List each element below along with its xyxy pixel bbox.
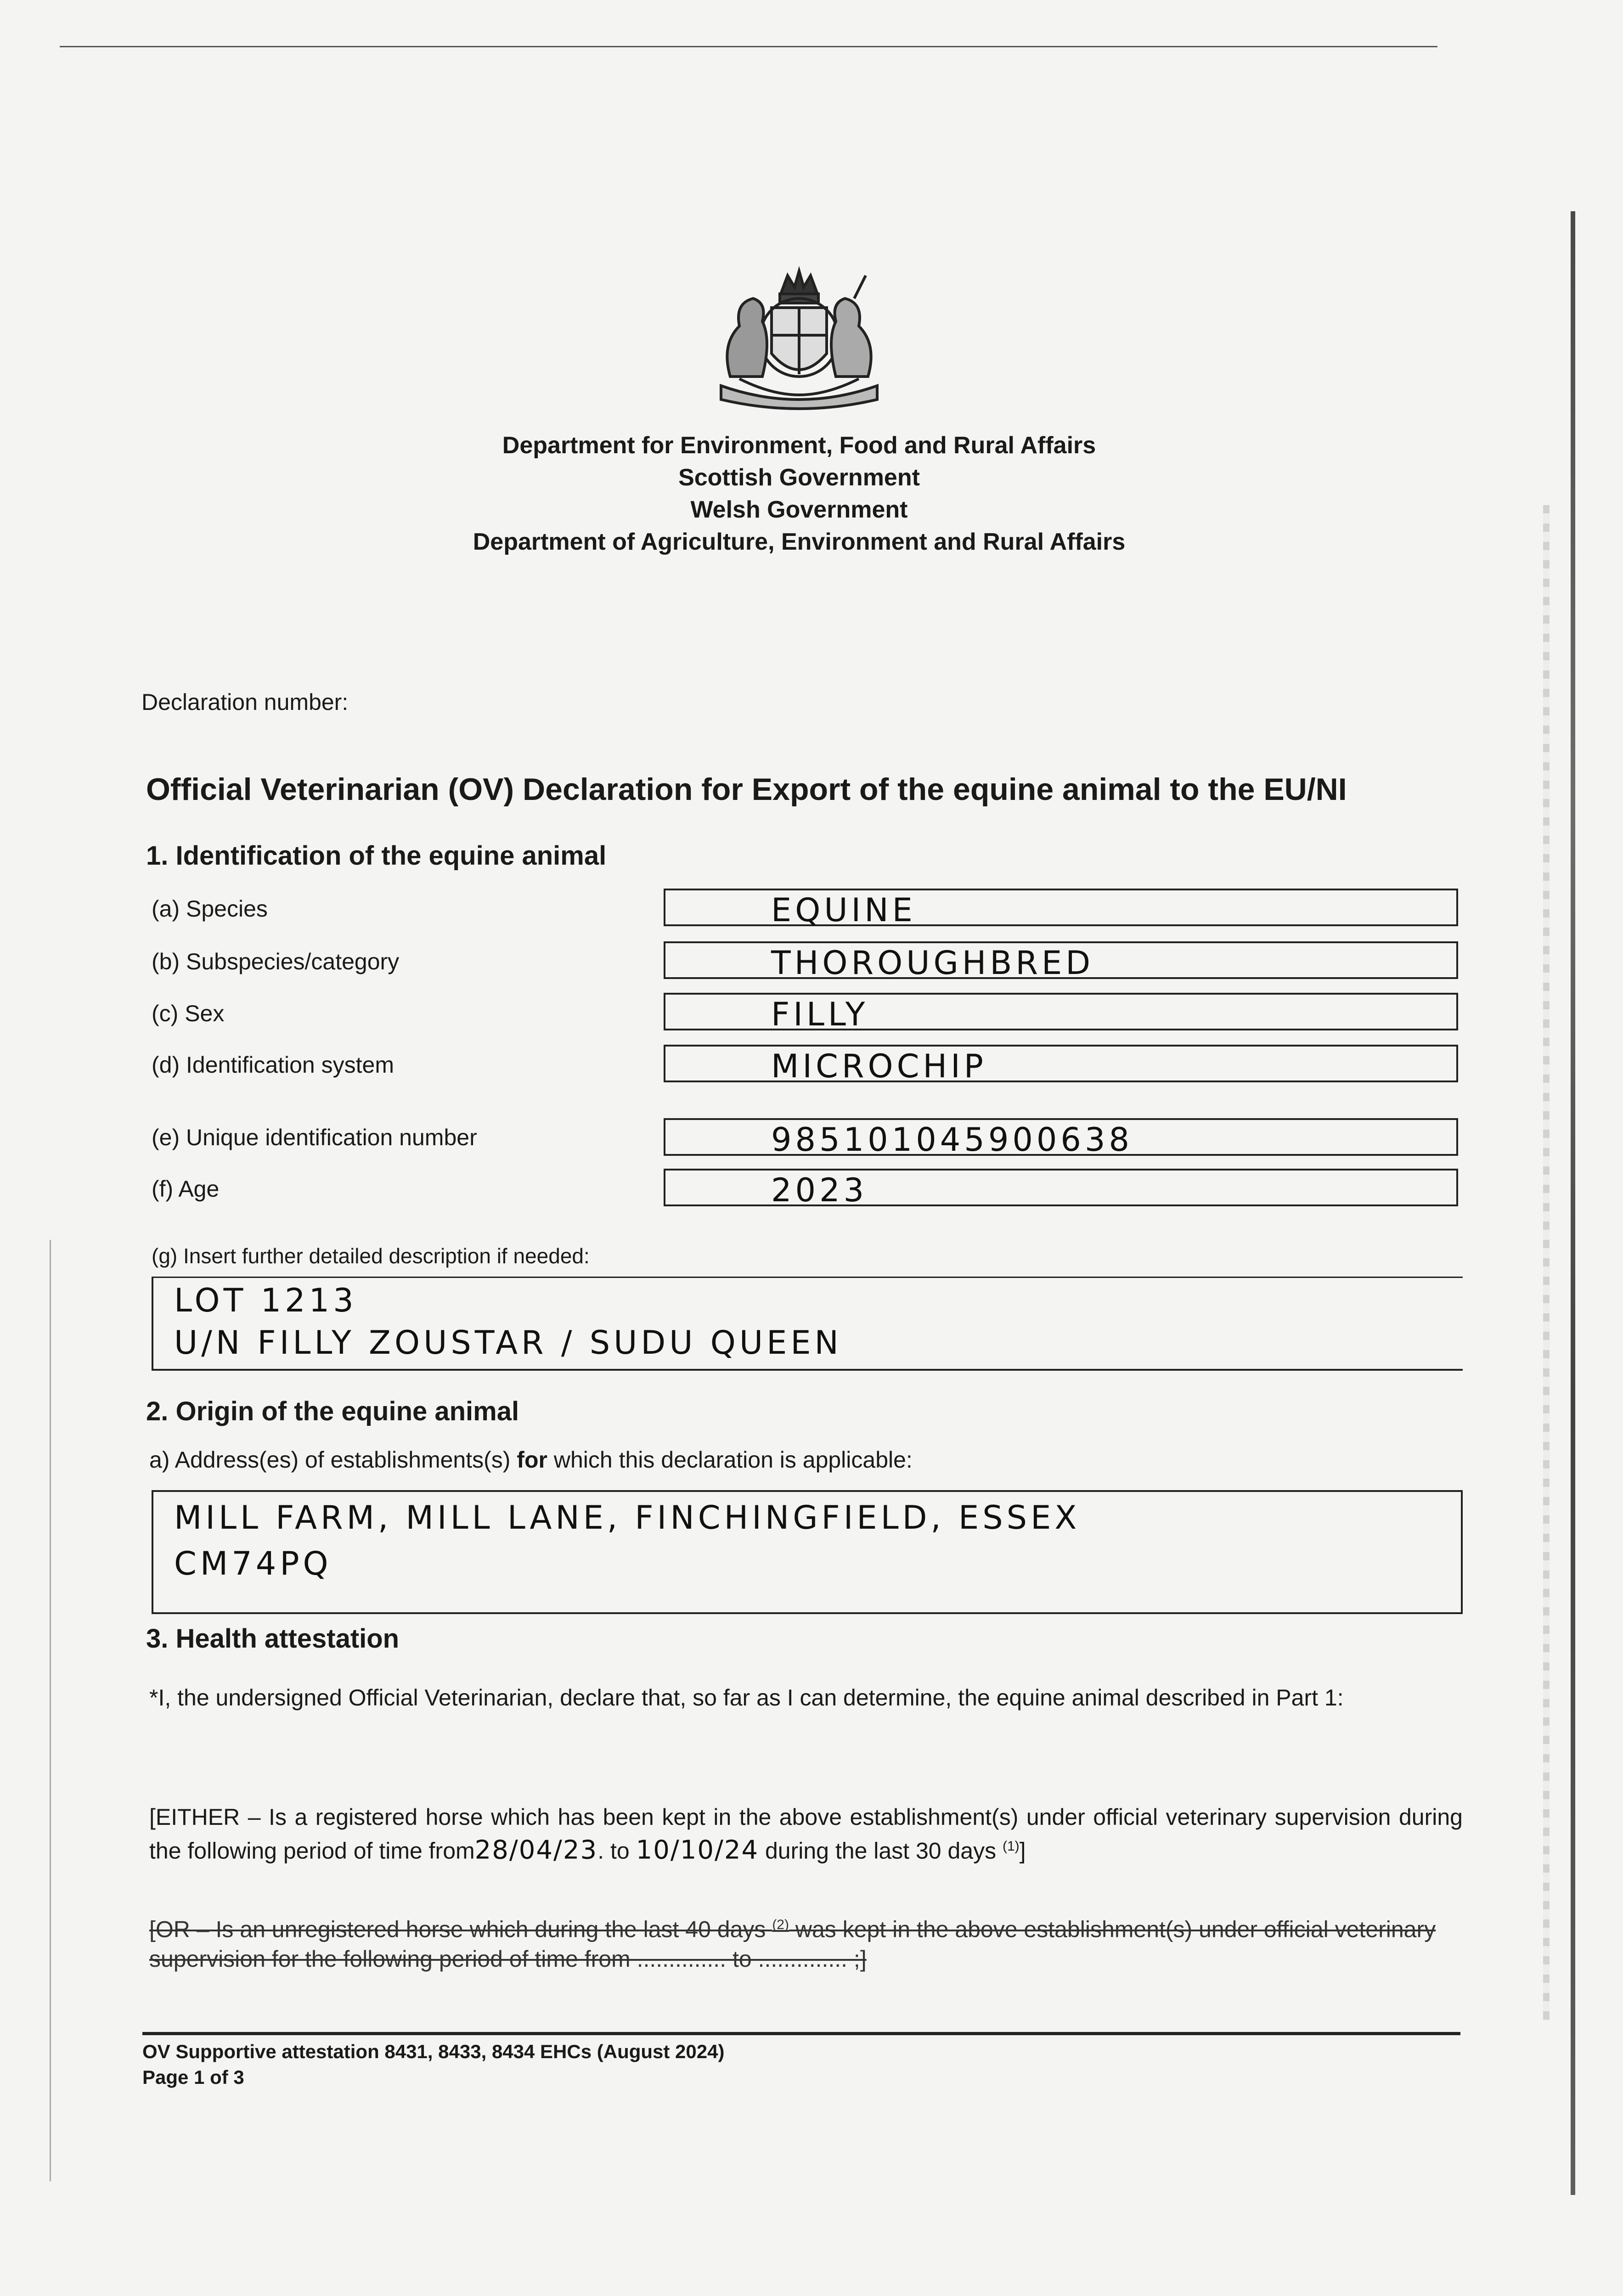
age-field[interactable] xyxy=(664,1169,1458,1209)
or-text-2: was kept in the above establishment(s) under official veterinary supervision for the following period of time from .............. to .............. ;] xyxy=(149,1916,1436,1972)
description-line-1: LOT 1213 xyxy=(174,1282,357,1319)
either-statement xyxy=(149,1802,1463,1866)
footer-page-number: Page 1 of 3 xyxy=(142,2066,244,2088)
subspecies-label: (b) Subspecies/category xyxy=(152,949,400,974)
description-label: (g) Insert further detailed description if needed: xyxy=(152,1244,590,1268)
or-text-1: [OR – Is an unregistered horse which during the last 40 days xyxy=(149,1916,772,1942)
age-label: (f) Age xyxy=(152,1176,220,1202)
declaration-number-label: Declaration number: xyxy=(141,689,349,715)
page-title: Official Veterinarian (OV) Declaration for Export of the equine animal to the EU/NI xyxy=(146,772,1347,807)
footer-rule xyxy=(142,2032,1460,2035)
left-margin-line xyxy=(50,1240,51,2181)
either-text-2: during the last 30 days xyxy=(759,1838,1003,1864)
description-line-2: U/N FILLY ZOUSTAR / SUDU QUEEN xyxy=(174,1324,842,1362)
footer-form-id: OV Supportive attestation 8431, 8433, 8434 EHCs (August 2024) xyxy=(142,2041,725,2062)
unique-id-value: 985101045900638 xyxy=(771,1121,1133,1159)
address-label xyxy=(149,1446,913,1473)
section-2-heading: 2. Origin of the equine animal xyxy=(146,1396,519,1426)
scan-edge-noise xyxy=(1543,505,1550,2020)
sex-field[interactable] xyxy=(664,993,1458,1033)
address-line-2: CM74PQ xyxy=(174,1545,332,1582)
health-attestation-intro: *I, the undersigned Official Veterinarian, declare that, so far as I can determine, the equine animal described in Part 1: xyxy=(149,1685,1344,1711)
identification-system-value: MICROCHIP xyxy=(771,1047,987,1085)
address-label-bold: for xyxy=(517,1447,547,1473)
subspecies-field[interactable] xyxy=(664,941,1458,982)
species-field[interactable] xyxy=(664,889,1458,929)
address-label-suffix: which this declaration is applicable: xyxy=(547,1447,913,1473)
top-rule xyxy=(60,46,1437,47)
age-value: 2023 xyxy=(771,1171,868,1209)
department-welsh-gov: Welsh Government xyxy=(690,496,908,523)
department-daera: Department of Agriculture, Environment and Rural Affairs xyxy=(473,529,1126,555)
date-from-value: 28/04/23 xyxy=(474,1835,598,1865)
either-close: ] xyxy=(1019,1838,1026,1864)
department-list xyxy=(0,429,1598,558)
either-to: . to xyxy=(597,1838,630,1864)
address-line-1: MILL FARM, MILL LANE, FINCHINGFIELD, ESSEX xyxy=(174,1499,1081,1536)
unique-id-field[interactable] xyxy=(664,1118,1458,1159)
sex-value: FILLY xyxy=(771,996,869,1033)
identification-system-field[interactable] xyxy=(664,1045,1458,1085)
footer xyxy=(142,2039,724,2090)
unique-id-label: (e) Unique identification number xyxy=(152,1125,477,1150)
department-scottish-gov: Scottish Government xyxy=(678,464,920,491)
or-footnote: (2) xyxy=(772,1917,789,1932)
description-field[interactable] xyxy=(152,1277,1463,1371)
section-1-heading: 1. Identification of the equine animal xyxy=(146,841,607,871)
either-footnote: (1) xyxy=(1002,1839,1020,1854)
department-defra: Department for Environment, Food and Rural Affairs xyxy=(502,432,1096,459)
species-label: (a) Species xyxy=(152,896,268,922)
or-statement-struck xyxy=(149,1910,1463,1974)
address-label-prefix: a) Address(es) of establishments(s) xyxy=(149,1447,517,1473)
sex-label: (c) Sex xyxy=(152,1001,225,1026)
section-3-heading: 3. Health attestation xyxy=(146,1624,400,1654)
either-text-1: [EITHER – Is a registered horse which has been kept in the above establishment(s) under official veterinary supervision during the following period of time from xyxy=(149,1804,1463,1864)
royal-crest-icon xyxy=(703,262,896,418)
species-value: EQUINE xyxy=(771,891,916,929)
date-to-value: 10/10/24 xyxy=(636,1835,759,1865)
subspecies-value: THOROUGHBRED xyxy=(771,944,1094,982)
address-field[interactable] xyxy=(152,1490,1463,1614)
identification-system-label: (d) Identification system xyxy=(152,1052,394,1078)
